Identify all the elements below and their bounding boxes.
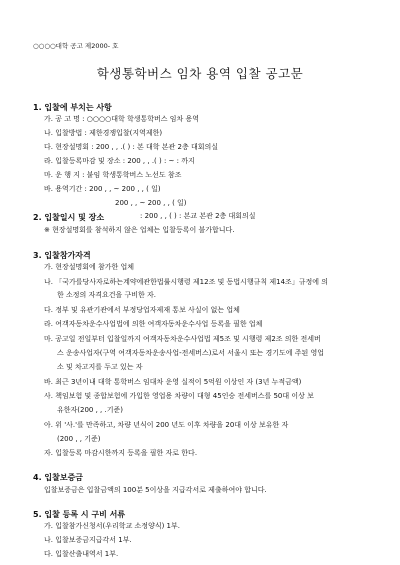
section-3-line: 유한자(200 , , .기준) bbox=[57, 406, 123, 414]
section-1-line: 라. 입찰등록마감 및 장소 : 200 , , .( ) : ~ : 까지 bbox=[44, 157, 195, 165]
section-3-line: 라. 여객자동차운수사업법에 의한 여객자동차운수사업 등록을 필한 업체 bbox=[44, 320, 263, 328]
section-3-line: 사. 책임보험 및 종합보험에 가입한 영업용 차량이 대형 45인승 전세버스를 50대 이상 보 bbox=[44, 392, 314, 400]
section-3-line: (200 , , 기준) bbox=[57, 435, 101, 443]
section-3-line: 아. 위 '사.'를 만족하고, 차량 년식이 200 년도 이후 차량을 20대 이상 보유한 자 bbox=[44, 421, 289, 429]
section-3-line: 나. 「국가를당사자로하는계약에관한법률시행령 제12조 및 동법시행규칙 제14조」규정에 의 bbox=[44, 278, 329, 286]
section-3-line: 자. 입찰등록 마감시한까지 등록을 필한 자로 한다. bbox=[44, 449, 198, 457]
section-1-line: 나. 입찰방법 : 제한경쟁입찰(지역제한) bbox=[44, 129, 163, 137]
section-1-line: 마. 운 행 지 : 붙임 학생통학버스 노선도 참조 bbox=[44, 171, 182, 179]
section-3-title: 3. 입찰참가자격 bbox=[33, 251, 91, 260]
section-3-line: 스 운송사업자(구역 여객자동차운송사업-전세버스)로서 서울시 또는 경기도에 주된 영업 bbox=[57, 349, 324, 357]
section-3-line: 바. 최근 3년이내 대학 통학버스 임대차 운영 실적이 5억원 이상인 자 (3년 누적금액) bbox=[44, 378, 302, 386]
section-3-line: 소 및 차고지를 두고 있는 자 bbox=[57, 363, 143, 371]
section-2-note: ※ 현장설명회를 참석하지 않은 업체는 입찰등록이 불가합니다. bbox=[44, 226, 235, 234]
section-1-line: 다. 현장설명회 : 200 , , .( ) : 본 대학 본관 2층 대회의실 bbox=[44, 143, 219, 151]
section-3-line: 가. 현장설명회에 참가한 업체 bbox=[44, 263, 135, 271]
section-4-title: 4. 입찰보증금 bbox=[33, 473, 84, 482]
section-4-line: 입찰보증금은 입찰금액의 100분 5이상을 지급각서로 제출하여야 합니다. bbox=[44, 486, 267, 494]
section-5-title: 5. 입찰 등록 시 구비 서류 bbox=[33, 510, 126, 519]
section-5-line: 나. 입찰보증금지급각서 1부. bbox=[44, 536, 132, 544]
notice-number: ○○○○대학 공고 제2000- 호 bbox=[33, 42, 119, 50]
section-1-line: 200 , , ~ 200 , , ( 일) bbox=[115, 199, 187, 207]
section-5-line: 가. 입찰참가신청서(우리학교 소정양식) 1부. bbox=[44, 522, 180, 530]
section-3-line: 한 소정의 자격요건을 구비한 자. bbox=[57, 291, 157, 299]
section-1-line: 가. 공 고 명 : ○○○○대학 학생통학버스 임차 용역 bbox=[44, 115, 200, 123]
page-title: 학생통학버스 임차 용역 입찰 공고문 bbox=[96, 66, 304, 81]
section-5-line: 다. 입찰산출내역서 1부. bbox=[44, 550, 119, 558]
section-3-line: 마. 공고일 전일부터 입찰일까지 여객자동차운수사업법 제5조 및 시행령 제2조 의한 전세버 bbox=[44, 335, 321, 343]
section-2-title: 2. 입찰일시 및 장소 bbox=[33, 213, 105, 222]
section-1-title: 1. 입찰에 부치는 사항 bbox=[33, 103, 112, 112]
section-3-line: 다. 정부 및 유관기관에서 부정당업자제재 통보 사실이 없는 업체 bbox=[44, 306, 240, 314]
section-2-title-value: : 200 , , ( ) : 본교 본관 2층 대회의실 bbox=[140, 212, 256, 220]
section-1-line: 바. 용역기간 : 200 , , ~ 200 , , ( 일) bbox=[44, 185, 161, 193]
